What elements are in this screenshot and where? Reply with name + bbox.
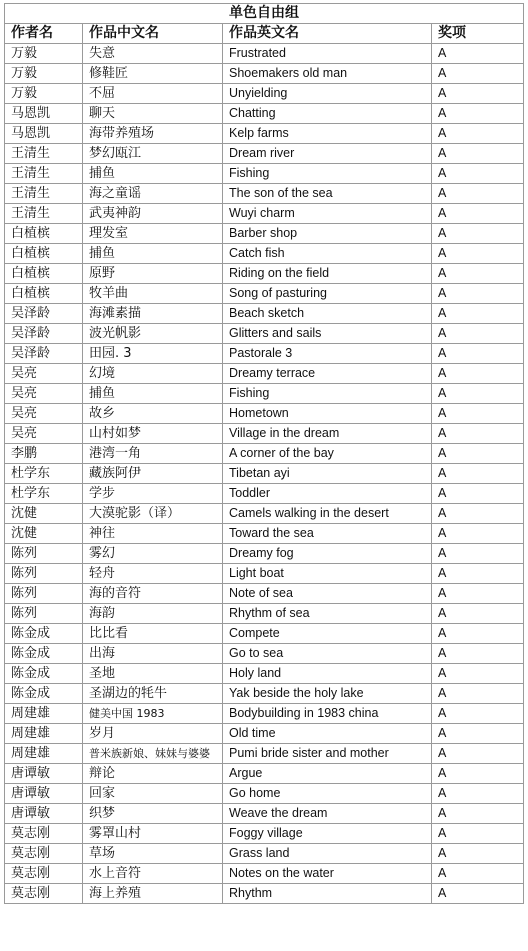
cell-award: A <box>432 264 524 284</box>
cell-english-title: Dreamy terrace <box>223 364 432 384</box>
cell-award: A <box>432 164 524 184</box>
cell-chinese-title: 学步 <box>83 484 223 504</box>
cell-english-title: Catch fish <box>223 244 432 264</box>
table-row <box>5 224 524 244</box>
cell-english-title: Grass land <box>223 844 432 864</box>
table-row <box>5 764 524 784</box>
cell-english-title: Toward the sea <box>223 524 432 544</box>
table-row <box>5 124 524 144</box>
cell-chinese-title: 藏族阿伊 <box>83 464 223 484</box>
cell-author: 马恩凯 <box>5 104 83 124</box>
table-row <box>5 144 524 164</box>
cell-author: 杜学东 <box>5 464 83 484</box>
table-row <box>5 384 524 404</box>
cell-english-title: Weave the dream <box>223 804 432 824</box>
cell-english-title: Kelp farms <box>223 124 432 144</box>
table-row <box>5 544 524 564</box>
cell-chinese-title: 失意 <box>83 44 223 64</box>
cell-chinese-title: 梦幻瓯江 <box>83 144 223 164</box>
cell-author: 王清生 <box>5 164 83 184</box>
cell-english-title: Go home <box>223 784 432 804</box>
table-row <box>5 364 524 384</box>
cell-author: 陈金成 <box>5 664 83 684</box>
cell-award: A <box>432 144 524 164</box>
cell-award: A <box>432 624 524 644</box>
cell-chinese-title: 故乡 <box>83 404 223 424</box>
cell-english-title: Notes on the water <box>223 864 432 884</box>
cell-award: A <box>432 784 524 804</box>
cell-author: 唐谭敏 <box>5 804 83 824</box>
cell-author: 白植槟 <box>5 284 83 304</box>
cell-award: A <box>432 464 524 484</box>
cell-author: 吴亮 <box>5 384 83 404</box>
cell-award: A <box>432 804 524 824</box>
cell-author: 白植槟 <box>5 264 83 284</box>
cell-english-title: Glitters and sails <box>223 324 432 344</box>
header-english-title: 作品英文名 <box>223 24 432 44</box>
cell-chinese-title: 幻境 <box>83 364 223 384</box>
cell-english-title: Camels walking in the desert <box>223 504 432 524</box>
table-row <box>5 864 524 884</box>
table-row <box>5 184 524 204</box>
cell-award: A <box>432 184 524 204</box>
cell-chinese-title: 出海 <box>83 644 223 664</box>
cell-author: 陈列 <box>5 604 83 624</box>
cell-english-title: Riding on the field <box>223 264 432 284</box>
cell-award: A <box>432 744 524 764</box>
cell-chinese-title: 回家 <box>83 784 223 804</box>
cell-english-title: Beach sketch <box>223 304 432 324</box>
cell-award: A <box>432 684 524 704</box>
table-row <box>5 324 524 344</box>
cell-award: A <box>432 284 524 304</box>
table-row <box>5 244 524 264</box>
cell-chinese-title: 雾幻 <box>83 544 223 564</box>
cell-chinese-title: 比比看 <box>83 624 223 644</box>
cell-award: A <box>432 484 524 504</box>
cell-author: 沈健 <box>5 504 83 524</box>
cell-english-title: Shoemakers old man <box>223 64 432 84</box>
cell-author: 莫志刚 <box>5 824 83 844</box>
cell-english-title: Tibetan ayi <box>223 464 432 484</box>
cell-english-title: Compete <box>223 624 432 644</box>
table-row <box>5 304 524 324</box>
table-title: 单色自由组 <box>5 4 524 24</box>
table-row <box>5 724 524 744</box>
cell-author: 陈列 <box>5 584 83 604</box>
cell-english-title: Dream river <box>223 144 432 164</box>
cell-chinese-title: 水上音符 <box>83 864 223 884</box>
cell-author: 吴亮 <box>5 404 83 424</box>
table-row <box>5 844 524 864</box>
cell-award: A <box>432 584 524 604</box>
cell-award: A <box>432 504 524 524</box>
cell-chinese-title: 海之童谣 <box>83 184 223 204</box>
cell-english-title: Toddler <box>223 484 432 504</box>
cell-chinese-title: 圣地 <box>83 664 223 684</box>
table-row <box>5 504 524 524</box>
cell-chinese-title: 海上养殖 <box>83 884 223 904</box>
cell-chinese-title: 雾罩山村 <box>83 824 223 844</box>
cell-award: A <box>432 304 524 324</box>
cell-author: 白植槟 <box>5 224 83 244</box>
cell-chinese-title: 捕鱼 <box>83 384 223 404</box>
cell-author: 陈金成 <box>5 624 83 644</box>
cell-award: A <box>432 124 524 144</box>
cell-chinese-title: 山村如梦 <box>83 424 223 444</box>
cell-chinese-title: 岁月 <box>83 724 223 744</box>
cell-english-title: Chatting <box>223 104 432 124</box>
cell-author: 吴泽龄 <box>5 304 83 324</box>
cell-english-title: A corner of the bay <box>223 444 432 464</box>
table-row <box>5 64 524 84</box>
table-row <box>5 484 524 504</box>
table-row <box>5 684 524 704</box>
table-row <box>5 84 524 104</box>
cell-award: A <box>432 844 524 864</box>
cell-english-title: Foggy village <box>223 824 432 844</box>
table-row <box>5 584 524 604</box>
cell-author: 王清生 <box>5 184 83 204</box>
cell-chinese-title: 原野 <box>83 264 223 284</box>
cell-chinese-title: 海滩素描 <box>83 304 223 324</box>
cell-award: A <box>432 324 524 344</box>
cell-award: A <box>432 44 524 64</box>
table-row <box>5 664 524 684</box>
cell-award: A <box>432 84 524 104</box>
cell-award: A <box>432 564 524 584</box>
cell-award: A <box>432 344 524 364</box>
header-chinese-title: 作品中文名 <box>83 24 223 44</box>
table-row <box>5 644 524 664</box>
table-row <box>5 424 524 444</box>
cell-chinese-title: 捕鱼 <box>83 164 223 184</box>
cell-chinese-title: 牧羊曲 <box>83 284 223 304</box>
cell-author: 万毅 <box>5 84 83 104</box>
cell-author: 周建雄 <box>5 724 83 744</box>
table-row <box>5 784 524 804</box>
cell-author: 莫志刚 <box>5 844 83 864</box>
cell-author: 陈金成 <box>5 644 83 664</box>
cell-chinese-title: 海的音符 <box>83 584 223 604</box>
cell-award: A <box>432 444 524 464</box>
cell-award: A <box>432 824 524 844</box>
cell-english-title: Fishing <box>223 164 432 184</box>
cell-author: 周建雄 <box>5 704 83 724</box>
cell-english-title: Rhythm <box>223 884 432 904</box>
cell-chinese-title: 大漠驼影（译） <box>83 504 223 524</box>
cell-award: A <box>432 244 524 264</box>
cell-award: A <box>432 664 524 684</box>
table-row <box>5 444 524 464</box>
cell-award: A <box>432 544 524 564</box>
table-row <box>5 204 524 224</box>
cell-author: 陈列 <box>5 544 83 564</box>
cell-english-title: Village in the dream <box>223 424 432 444</box>
cell-author: 陈列 <box>5 564 83 584</box>
cell-english-title: Dreamy fog <box>223 544 432 564</box>
table-row <box>5 44 524 64</box>
cell-chinese-title: 普米族新娘、妹妹与婆婆 <box>83 744 223 764</box>
cell-english-title: Fishing <box>223 384 432 404</box>
cell-english-title: Wuyi charm <box>223 204 432 224</box>
cell-author: 周建雄 <box>5 744 83 764</box>
cell-author: 唐谭敏 <box>5 764 83 784</box>
cell-award: A <box>432 424 524 444</box>
cell-author: 李鹏 <box>5 444 83 464</box>
cell-award: A <box>432 104 524 124</box>
cell-author: 万毅 <box>5 44 83 64</box>
cell-english-title: Frustrated <box>223 44 432 64</box>
cell-award: A <box>432 644 524 664</box>
table-row <box>5 284 524 304</box>
cell-award: A <box>432 764 524 784</box>
cell-english-title: Rhythm of sea <box>223 604 432 624</box>
header-award: 奖项 <box>432 24 524 44</box>
table-row <box>5 104 524 124</box>
cell-english-title: Song of pasturing <box>223 284 432 304</box>
cell-chinese-title: 理发室 <box>83 224 223 244</box>
table-row <box>5 824 524 844</box>
table-row <box>5 744 524 764</box>
cell-award: A <box>432 204 524 224</box>
table-row <box>5 524 524 544</box>
cell-author: 莫志刚 <box>5 884 83 904</box>
cell-chinese-title: 修鞋匠 <box>83 64 223 84</box>
header-author: 作者名 <box>5 24 83 44</box>
cell-chinese-title: 圣湖边的牦牛 <box>83 684 223 704</box>
cell-english-title: Yak beside the holy lake <box>223 684 432 704</box>
cell-english-title: Bodybuilding in 1983 china <box>223 704 432 724</box>
cell-english-title: Old time <box>223 724 432 744</box>
cell-chinese-title: 织梦 <box>83 804 223 824</box>
cell-author: 吴亮 <box>5 364 83 384</box>
cell-chinese-title: 草场 <box>83 844 223 864</box>
table-row <box>5 564 524 584</box>
cell-author: 吴亮 <box>5 424 83 444</box>
table-row <box>5 604 524 624</box>
table-row <box>5 404 524 424</box>
cell-award: A <box>432 524 524 544</box>
cell-award: A <box>432 384 524 404</box>
cell-chinese-title: 不屈 <box>83 84 223 104</box>
table-row <box>5 464 524 484</box>
cell-award: A <box>432 884 524 904</box>
cell-chinese-title: 田园. 3 <box>83 344 223 364</box>
cell-author: 陈金成 <box>5 684 83 704</box>
table-row <box>5 704 524 724</box>
cell-award: A <box>432 224 524 244</box>
table-row <box>5 624 524 644</box>
cell-author: 白植槟 <box>5 244 83 264</box>
cell-chinese-title: 神往 <box>83 524 223 544</box>
cell-english-title: Pumi bride sister and mother <box>223 744 432 764</box>
cell-english-title: Barber shop <box>223 224 432 244</box>
cell-chinese-title: 港湾一角 <box>83 444 223 464</box>
cell-award: A <box>432 724 524 744</box>
cell-english-title: Hometown <box>223 404 432 424</box>
cell-english-title: Unyielding <box>223 84 432 104</box>
cell-award: A <box>432 704 524 724</box>
cell-author: 杜学东 <box>5 484 83 504</box>
cell-english-title: The son of the sea <box>223 184 432 204</box>
cell-chinese-title: 捕鱼 <box>83 244 223 264</box>
table-row <box>5 344 524 364</box>
award-table <box>4 3 524 904</box>
cell-english-title: Light boat <box>223 564 432 584</box>
cell-author: 马恩凯 <box>5 124 83 144</box>
cell-english-title: Pastorale 3 <box>223 344 432 364</box>
table-row <box>5 804 524 824</box>
cell-author: 沈健 <box>5 524 83 544</box>
cell-award: A <box>432 864 524 884</box>
cell-author: 王清生 <box>5 204 83 224</box>
cell-chinese-title: 辩论 <box>83 764 223 784</box>
cell-chinese-title: 健美中国 1983 <box>83 704 223 724</box>
cell-chinese-title: 武夷神韵 <box>83 204 223 224</box>
cell-award: A <box>432 604 524 624</box>
cell-award: A <box>432 64 524 84</box>
cell-chinese-title: 聊天 <box>83 104 223 124</box>
cell-author: 万毅 <box>5 64 83 84</box>
cell-author: 王清生 <box>5 144 83 164</box>
cell-chinese-title: 波光帆影 <box>83 324 223 344</box>
cell-author: 吴泽龄 <box>5 324 83 344</box>
table-row <box>5 264 524 284</box>
cell-chinese-title: 轻舟 <box>83 564 223 584</box>
cell-award: A <box>432 364 524 384</box>
cell-english-title: Holy land <box>223 664 432 684</box>
cell-award: A <box>432 404 524 424</box>
cell-english-title: Argue <box>223 764 432 784</box>
cell-author: 莫志刚 <box>5 864 83 884</box>
cell-author: 吴泽龄 <box>5 344 83 364</box>
cell-chinese-title: 海韵 <box>83 604 223 624</box>
cell-english-title: Note of sea <box>223 584 432 604</box>
cell-author: 唐谭敏 <box>5 784 83 804</box>
table-row <box>5 884 524 904</box>
table-row <box>5 164 524 184</box>
cell-english-title: Go to sea <box>223 644 432 664</box>
cell-chinese-title: 海带养殖场 <box>83 124 223 144</box>
